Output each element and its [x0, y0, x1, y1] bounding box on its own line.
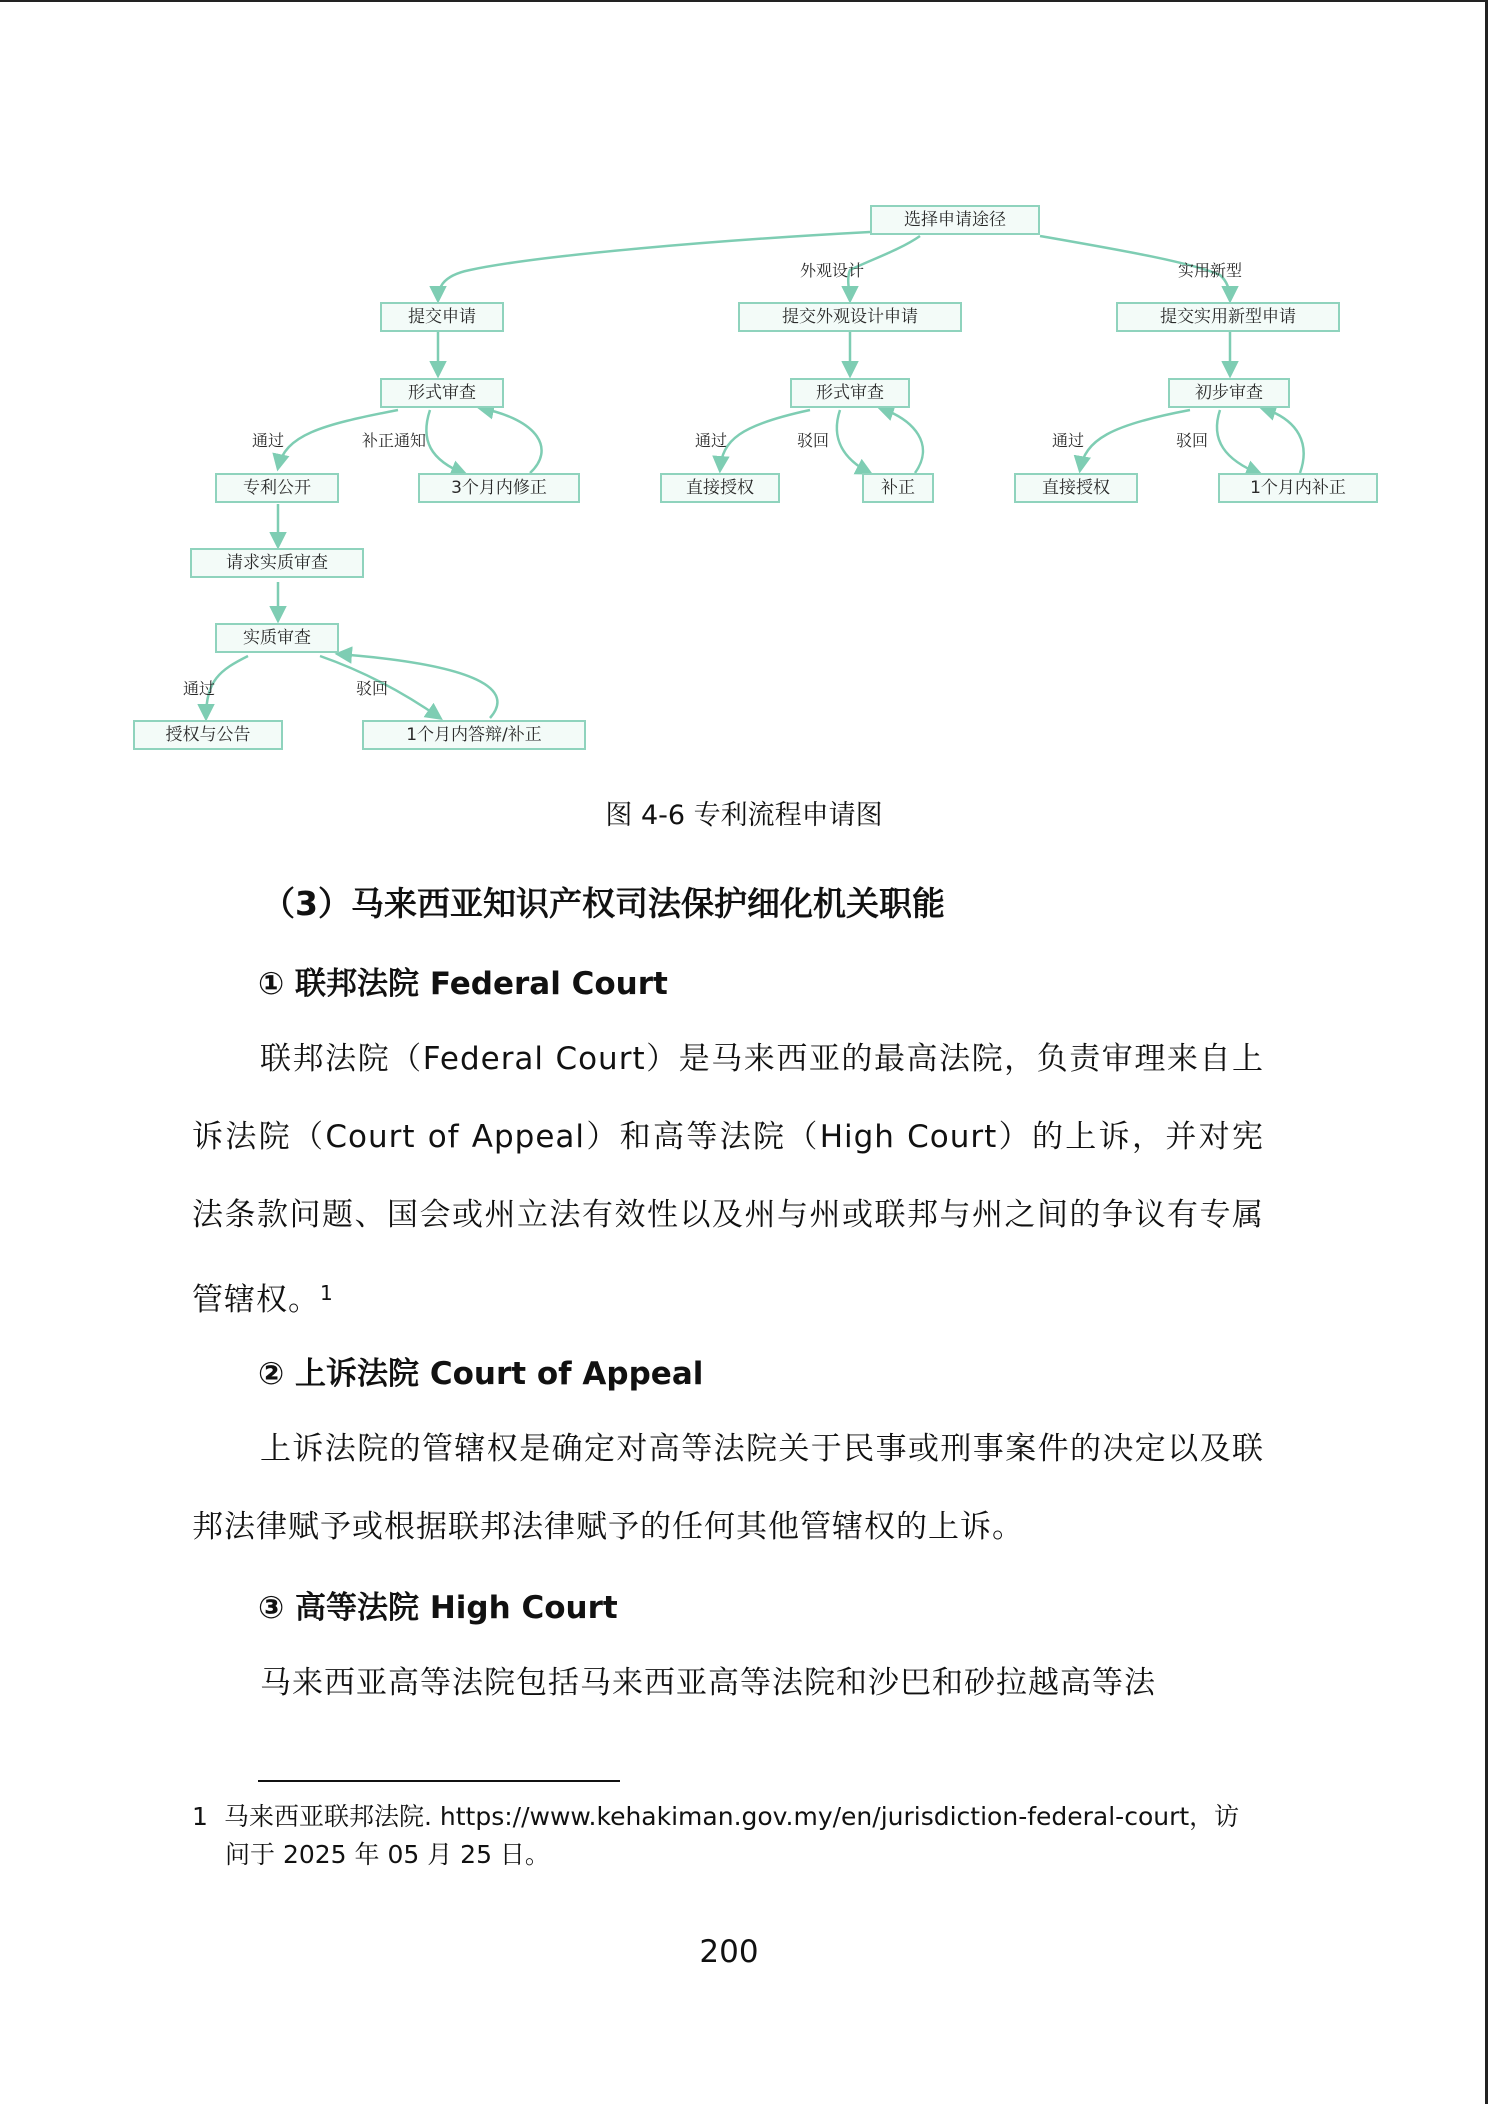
edge-correct3-prelim: [1262, 408, 1304, 473]
node-direct-grant-2: 直接授权: [660, 473, 780, 503]
footnote-number: 1: [192, 1798, 224, 1836]
footnote-line-1[interactable]: 马来西亚联邦法院. https://www.kehakiman.gov.my/en/jurisdiction-federal-court，访: [224, 1802, 1239, 1831]
node-request-substantive-review: 请求实质审查: [190, 548, 364, 578]
footnote: [192, 1798, 1262, 1874]
edge-prelim-correct3: [1217, 410, 1260, 474]
node-select-path: 选择申请途径: [870, 205, 1040, 235]
edge-formal2-correct2: [837, 410, 870, 473]
label-utility: 实用新型: [1178, 258, 1242, 281]
label-pass-1: 通过: [252, 428, 284, 451]
paragraph-court-of-appeal: 上诉法院的管辖权是确定对高等法院关于民事或刑事案件的决定以及联邦法律赋予或根据联邦法律赋予的任何其他管辖权的上诉。: [192, 1410, 1264, 1566]
node-reply-within-1-month: 1个月内答辩/补正: [362, 720, 586, 750]
node-correction-2: 补正: [862, 473, 934, 503]
node-preliminary-review: 初步审查: [1168, 378, 1290, 408]
heading-court-of-appeal: ② 上诉法院 Court of Appeal: [258, 1348, 703, 1393]
label-pass-3: 通过: [1052, 428, 1084, 451]
footnote-rule: [258, 1780, 620, 1782]
node-submit-application: 提交申请: [380, 302, 504, 332]
edge-prelim-grant3: [1080, 410, 1190, 470]
footnote-ref[interactable]: 1: [320, 1281, 334, 1305]
section-heading: （3）马来西亚知识产权司法保护细化机关职能: [262, 878, 945, 925]
edge-fix3-formal1: [480, 408, 542, 473]
label-reject-3: 驳回: [1176, 428, 1208, 451]
heading-high-court: ③ 高等法院 High Court: [258, 1582, 618, 1627]
edge-correct2-formal2: [880, 408, 923, 473]
node-submit-utility-application: 提交实用新型申请: [1116, 302, 1340, 332]
label-correction-notice: 补正通知: [362, 428, 426, 451]
node-correction-within-1-month: 1个月内补正: [1218, 473, 1378, 503]
node-substantive-review: 实质审查: [215, 623, 339, 653]
edge-formal1-fix3: [426, 410, 465, 474]
label-pass-2: 通过: [695, 428, 727, 451]
label-pass-4: 通过: [183, 676, 215, 699]
node-grant-and-announce: 授权与公告: [133, 720, 283, 750]
node-submit-design-application: 提交外观设计申请: [738, 302, 962, 332]
heading-federal-court: ① 联邦法院 Federal Court: [258, 958, 668, 1003]
node-fix-within-3-months: 3个月内修正: [418, 473, 580, 503]
paragraph-federal-court-text: 联邦法院（Federal Court）是马来西亚的最高法院，负责审理来自上诉法院（Court of Appeal）和高等法院（High Court）的上诉，并对宪法条款问题、国会或州立法有效性以及州与州或联邦与州之间的争议有专属管辖权。: [192, 1041, 1264, 1318]
footnote-line-2: 问于 2025 年 05 月 25 日。: [192, 1836, 1262, 1874]
page-number: 200: [0, 1934, 1458, 1970]
paragraph-federal-court: [192, 1020, 1264, 1339]
paragraph-high-court: 马来西亚高等法院包括马来西亚高等法院和沙巴和砂拉越高等法: [192, 1644, 1264, 1722]
patent-flowchart: [0, 0, 1488, 780]
figure-caption: 图 4-6 专利流程申请图: [0, 793, 1488, 832]
label-design: 外观设计: [800, 258, 864, 281]
label-reject-2: 驳回: [797, 428, 829, 451]
node-patent-publication: 专利公开: [215, 473, 339, 503]
node-direct-grant-3: 直接授权: [1014, 473, 1138, 503]
label-reject-4: 驳回: [356, 676, 388, 699]
node-formal-review-1: 形式审查: [380, 378, 504, 408]
node-formal-review-2: 形式审查: [790, 378, 910, 408]
